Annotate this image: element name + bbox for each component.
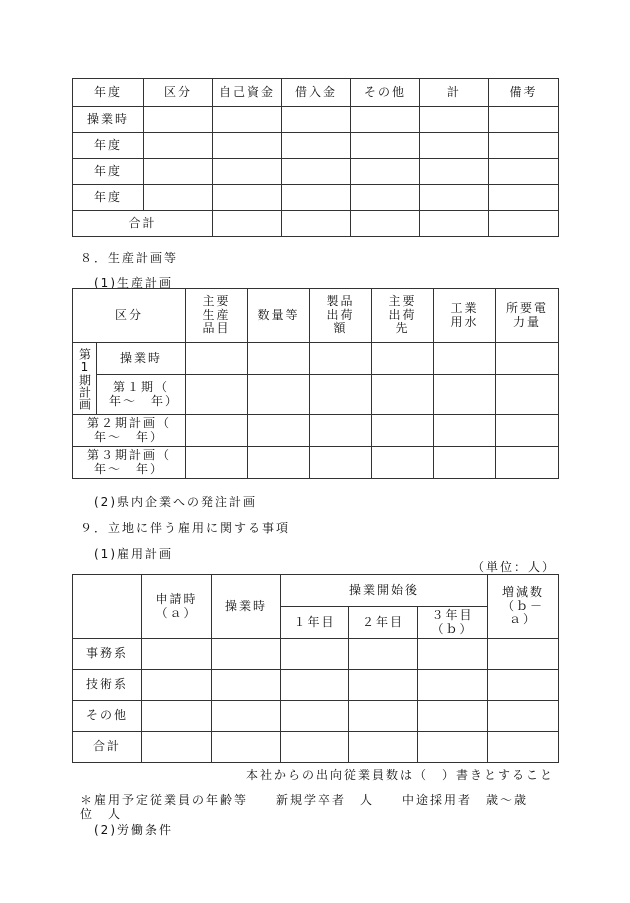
section-9-title: ９．立地に伴う雇用に関する事項 [80, 521, 291, 535]
row-label-total: 合計 [73, 732, 142, 763]
section-8-1-title: (1)生産計画 [94, 276, 173, 290]
production-table [72, 288, 559, 479]
header-at-application: 申請時（ａ） [142, 575, 212, 639]
header-year: 年度 [73, 79, 144, 107]
section-9-1-title: (1)雇用計画 [94, 547, 173, 561]
header-own-funds: 自己資金 [213, 79, 282, 107]
row-label-year: 年度 [73, 159, 144, 185]
dispatch-note: 本社からの出向従業員数は（ ）書きとすること [245, 768, 554, 782]
row-label-period-2: 第２期計画（ 年～ 年） [73, 415, 186, 447]
row-label-clerical: 事務系 [73, 639, 142, 670]
header-quantity: 数量等 [248, 289, 310, 343]
header-at-operation: 操業時 [212, 575, 281, 639]
header-category: 区分 [73, 289, 186, 343]
row-label-period-3: 第３期計画（ 年～ 年） [73, 447, 186, 479]
header-year-2: ２年目 [349, 607, 418, 639]
header-category: 区分 [144, 79, 213, 107]
header-year-1: １年目 [281, 607, 349, 639]
header-remarks: 備考 [489, 79, 559, 107]
row-label-year: 年度 [73, 185, 144, 211]
header-electricity: 所要電力量 [496, 289, 559, 343]
header-change: 増減数（ｂ－ａ） [488, 575, 559, 639]
row-label-total: 合計 [73, 211, 213, 237]
row-label-technical: 技術系 [73, 670, 142, 701]
row-label-operation: 操業時 [97, 343, 186, 375]
row-label-period-1: 第１期（ 年～ 年） [97, 375, 186, 415]
header-main-products: 主要生産品目 [186, 289, 248, 343]
row-label-year: 年度 [73, 133, 144, 159]
header-other: その他 [351, 79, 420, 107]
section-8-2-title: (2)県内企業への発注計画 [94, 495, 257, 509]
section-9-2-title: (2)労働条件 [94, 823, 173, 837]
row-label-operation: 操業時 [73, 107, 144, 133]
row-label-first-period: 第1期計画 [73, 343, 97, 415]
section-8-title: ８．生産計画等 [80, 251, 179, 265]
header-total: 計 [420, 79, 489, 107]
header-year-3: ３年目（ｂ） [418, 607, 488, 639]
employment-table [72, 574, 559, 763]
header-after-start: 操業開始後 [281, 575, 488, 607]
row-label-other: その他 [73, 701, 142, 732]
header-loans: 借入金 [282, 79, 351, 107]
header-industrial-water: 工業用水 [434, 289, 496, 343]
unit-label: （単位：人） [471, 560, 556, 574]
header-shipment-value: 製品出荷額 [310, 289, 372, 343]
age-note: ＊雇用予定従業員の年齢等 新規学卒者 人 中途採用者 歳～歳位 人 [80, 793, 529, 822]
funding-table [72, 78, 559, 237]
header-destinations: 主要出荷先 [372, 289, 434, 343]
